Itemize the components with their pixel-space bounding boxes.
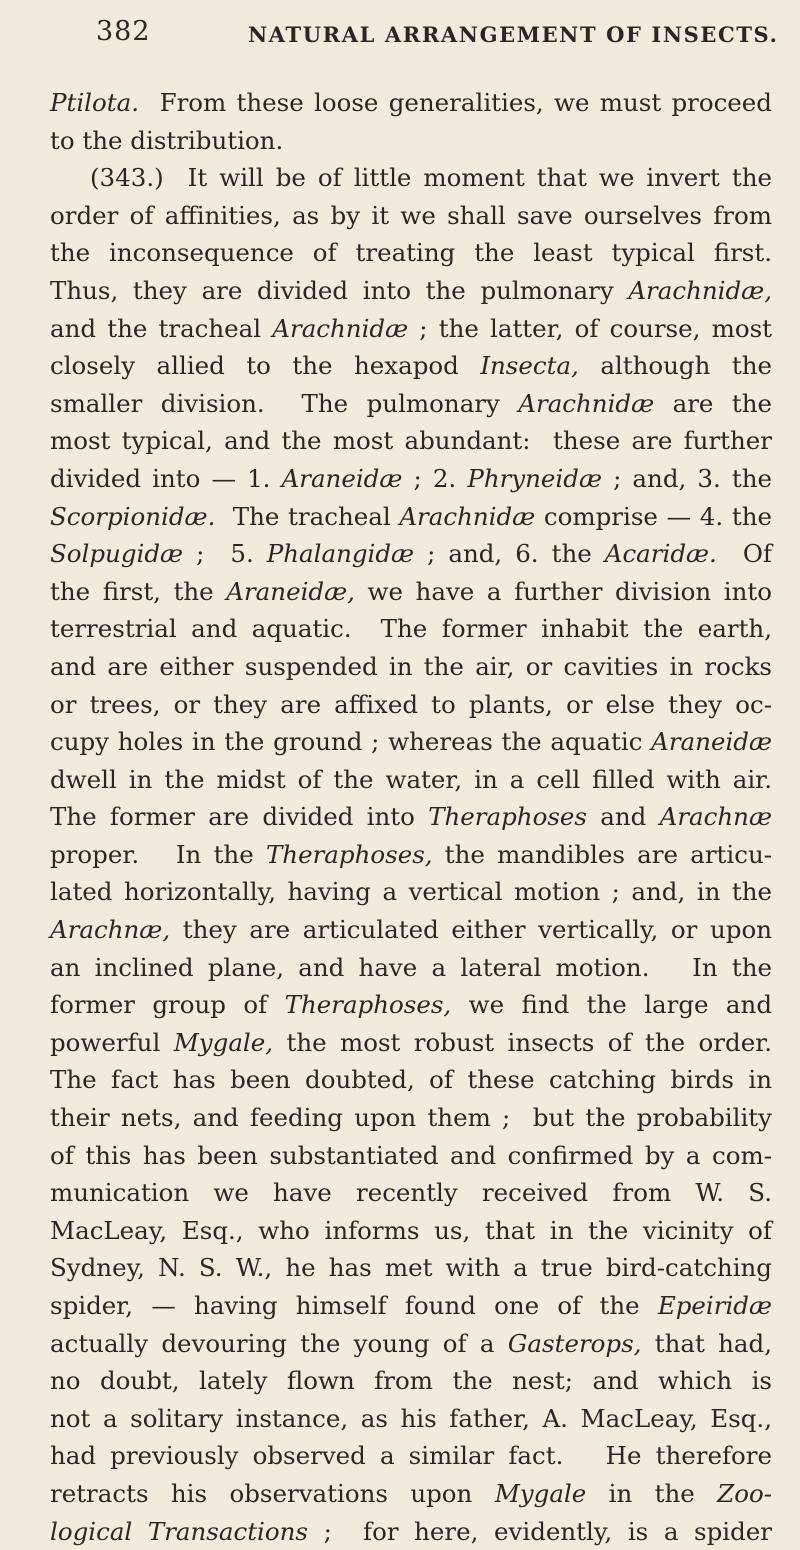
italic-text-run: Solpugidæ [50, 539, 184, 569]
text-line [50, 310, 772, 348]
text-run: no doubt, lately flown from the nest; and which is [50, 1366, 772, 1396]
italic-text-run: Mygale, [173, 1027, 274, 1057]
italic-text-run: Theraphoses, [284, 990, 452, 1020]
text-line [50, 460, 772, 498]
italic-text-run: Ptilota. [50, 88, 139, 117]
text-run: the inconsequence of treating the least typical first. [50, 238, 772, 268]
body-text [50, 84, 772, 1550]
text-line [50, 1287, 772, 1325]
text-run: of this has been substantiated and confirmed by a com- [50, 1140, 772, 1170]
text-line [50, 272, 772, 310]
italic-text-run: logical Transactions [50, 1516, 308, 1546]
page-number: 382 [96, 16, 151, 47]
text-run: smaller division. The pulmonary [50, 388, 519, 418]
italic-text-run: Theraphoses [428, 802, 587, 832]
italic-text-run: Arachnæ, [50, 915, 171, 945]
text-line [50, 122, 772, 160]
text-run: are the [654, 388, 772, 418]
text-line [50, 723, 772, 761]
text-run: former group of [50, 990, 285, 1020]
text-line [50, 798, 772, 836]
italic-text-run: Araneidæ [651, 727, 772, 757]
text-run: terrestrial and aquatic. The former inhabit the earth, [50, 614, 772, 644]
text-run: ; 2. [402, 463, 468, 493]
text-line [50, 347, 772, 385]
text-run: we find the large and [451, 990, 773, 1020]
text-line [50, 873, 772, 911]
text-line [50, 234, 772, 272]
text-line [50, 1325, 772, 1363]
text-line [50, 1475, 772, 1513]
italic-text-run: Zoo- [717, 1478, 773, 1508]
text-line [50, 1400, 772, 1438]
italic-text-run: Insecta, [480, 351, 579, 381]
text-line [50, 949, 772, 987]
text-line [50, 1362, 772, 1400]
italic-text-run: Arachnidæ, [628, 275, 772, 305]
text-line [50, 1174, 772, 1212]
text-run: in the [586, 1478, 718, 1508]
text-line [50, 610, 772, 648]
text-run: closely allied to the hexapod [50, 351, 481, 381]
italic-text-run: Arachnidæ [272, 313, 409, 343]
text-run: an inclined plane, and have a lateral motion. In the [50, 952, 772, 982]
text-line [50, 1249, 772, 1287]
text-run: they are articulated either vertically, or upon [170, 915, 772, 945]
text-run: and [586, 802, 660, 832]
text-line [50, 836, 772, 874]
text-line [50, 498, 772, 536]
text-run: comprise — 4. the [535, 501, 772, 531]
text-run: order of affinities, as by it we shall save ourselves from [50, 200, 772, 230]
text-line [50, 535, 772, 573]
italic-text-run: Araneidæ [281, 463, 403, 493]
text-run: or trees, or they are affixed to plants, or else they oc- [50, 689, 772, 719]
text-line [50, 573, 772, 611]
text-line [50, 911, 772, 949]
italic-text-run: Araneidæ, [226, 576, 355, 606]
text-line [50, 159, 772, 197]
text-line [50, 84, 772, 122]
text-line [50, 1513, 772, 1550]
page-header [48, 16, 779, 56]
text-run: the first, the [50, 576, 227, 606]
text-run: The tracheal [215, 501, 400, 531]
text-line [50, 422, 772, 460]
italic-text-run: Gasterops, [507, 1328, 642, 1358]
text-run: From these loose generalities, we must proceed [139, 88, 772, 117]
italic-text-run: Scorpionidæ. [50, 501, 216, 531]
text-run: and the tracheal [50, 313, 273, 343]
text-run: The former are divided into [50, 802, 429, 832]
italic-text-run: Theraphoses, [265, 839, 433, 869]
text-run: that had, [641, 1328, 772, 1358]
text-run: lated horizontally, having a vertical motion ; and, in the [50, 877, 772, 907]
text-run: Thus, they are divided into the pulmonary [50, 275, 629, 305]
italic-text-run: Phalangidæ [266, 539, 415, 569]
text-line [50, 1024, 772, 1062]
text-run: munication we have recently received from W. S. [50, 1178, 772, 1208]
text-run: proper. In the [50, 839, 266, 869]
text-run: ; and, 6. the [414, 539, 605, 569]
text-run: although the [578, 351, 772, 381]
text-run: ; and, 3. the [601, 463, 772, 493]
text-run: Sydney, N. S. W., he has met with a true bird-catching [50, 1253, 772, 1283]
text-line [50, 1437, 772, 1475]
text-run: The fact has been doubted, of these catching birds in [50, 1065, 772, 1095]
text-run: the most robust insects of the order. [273, 1027, 772, 1057]
italic-text-run: Epeiridæ [657, 1291, 772, 1320]
text-line [50, 385, 772, 423]
text-run: ; for here, evidently, is a spider [308, 1516, 773, 1546]
italic-text-run: Arachnidæ [518, 388, 655, 418]
text-run: MacLeay, Esq., who informs us, that in the vicinity of [50, 1215, 772, 1245]
text-run: most typical, and the most abundant: these are further [50, 426, 772, 456]
italic-text-run: Acaridæ. [604, 539, 717, 569]
text-run: actually devouring the young of a [50, 1328, 508, 1358]
italic-text-run: Arachnidæ [399, 501, 536, 531]
text-run: to the distribution. [50, 125, 284, 155]
text-run: ; the latter, of course, most [408, 313, 772, 343]
text-run: powerful [50, 1027, 174, 1057]
text-line [50, 197, 772, 235]
running-title: NATURAL ARRANGEMENT OF INSECTS. [248, 22, 779, 47]
text-line [50, 1137, 772, 1175]
text-run: divided into — 1. [50, 463, 282, 493]
text-line [50, 986, 772, 1024]
italic-text-run: Mygale [494, 1478, 587, 1508]
italic-text-run: Arachnæ [659, 802, 772, 832]
text-run: spider, — having himself found one of the [50, 1291, 658, 1320]
text-run: cupy holes in the ground ; whereas the aquatic [50, 727, 652, 757]
text-run: we have a further division into [354, 576, 772, 606]
text-run: their nets, and feeding upon them ; but the probability [50, 1103, 772, 1133]
text-run: ; 5. [183, 539, 267, 569]
text-run: retracts his observations upon [50, 1478, 495, 1508]
text-run: (343.) It will be of little moment that we invert the [90, 163, 772, 193]
italic-text-run: Phryneidæ [467, 463, 602, 493]
text-run: the mandibles are articu- [432, 839, 773, 869]
text-line [50, 1099, 772, 1137]
text-run: dwell in the midst of the water, in a cell filled with air. [50, 764, 772, 794]
text-line [50, 686, 772, 724]
text-run: not a solitary instance, as his father, A. MacLeay, Esq., [50, 1403, 772, 1433]
text-run: Of [716, 539, 773, 569]
text-line [50, 1061, 772, 1099]
text-line [50, 1212, 772, 1250]
text-line [50, 761, 772, 799]
text-run: and are either suspended in the air, or cavities in rocks [50, 651, 772, 681]
text-run: had previously observed a similar fact. He therefore [50, 1441, 772, 1471]
text-line [50, 648, 772, 686]
